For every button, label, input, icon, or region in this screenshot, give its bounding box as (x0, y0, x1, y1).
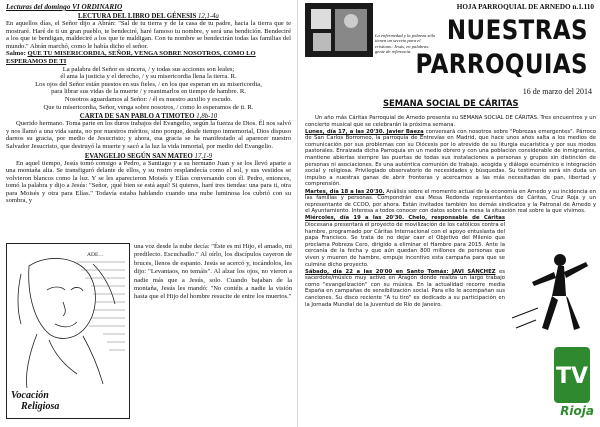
reading1-title (6, 13, 291, 20)
wednesday-head: Miércoles, día 19 a las 20'30. Chelo, responsable de Cáritas (305, 215, 505, 222)
saturday-text: es sacerdote/músico muy activo en Aragón donde realiza un largo trabajo como "evangelización" con su música. En la actualidad recorre media España en campañas de sensibilización social. Para ello le acompañan sus canciones. Su disco reciente "A tu tiro" es dedicado a su participación en la Jornada Mundial de la Juventud de Río de Janeiro. (305, 268, 505, 308)
gospel-text-right: una voz desde la nube decía: "Éste es mi Hijo, el amado, mi predilecto. Escuchadlo." Al oírlo, los discípulos cayeron de bruces, llenos de espanto. Jesús se acercó y, tocándolos, les dijo: "Levantaos, no temáis". Al alzar los ojos, no vieron a nadie más que a Jesús, solo. Cuando bajaban de la montaña, Jesús les mandó: "No contéis a nadie la visión hasta que el Hijo del hombre resucite de entre los muertos." (134, 243, 292, 301)
gospel-title (6, 153, 291, 160)
photo-caption: La enfermedad y la pobreza sólo tienen un secreto para el cristiano: Jesús, en palabras: gente de referencia. (375, 33, 436, 55)
prior-photo-icon (305, 3, 373, 57)
monday-text: conversará con nosotros sobre "Pobrezas emergentes". Párroco de San Carlos Borromeo, la parroquia de Entrevías en Madrid, que hace unos años salta a los medios de comunicación por sus problemas con su Diócesis por lo atrevido de su liturgia eucarística y por sus modos pastorales. Enraizada dicha Parroquia en un medio obrero y con una población considerable de inmigrantes, mantiene abiertas siempre las puertas de todas sus instalaciones a personas y grupos sin distinción de personas ni asociaciones. Es una auténtica comunión de trabajo, acogida y diálogo ecuménico e integración social y religiosa. Privilegiado observatorio de necesidades y búsquedas. Su testimonio será sin duda un impulso a nuestras ganas de abrir fronteras y acercarnos a las más necesitadas de pan, libertad y comprensión. (305, 128, 596, 188)
left-bottom (6, 243, 292, 427)
reading2-ref: 1,8b-10 (196, 113, 218, 121)
issue-date: 16 de marzo del 2014 (522, 87, 592, 96)
psalm-stanza: La palabra del Señor es sincera, / y todas sus acciones son leales; (62, 65, 235, 73)
right-body (305, 115, 596, 215)
wednesday-paragraph (305, 215, 505, 268)
psalm-stanza: Los ojos del Señor están puestos en sus fieles, / en los que esperan en su misericordia, (35, 80, 262, 88)
hoja-parroquial: HOJA PARROQUIAL DE ARNEDO n.1.110 (456, 3, 594, 11)
gospel-text-right-column (134, 243, 292, 302)
tuesday-text: Análisis sobre el momento actual de la economía en Arnedo y su incidencia en las familias y personas. Compondrán esa Mesa Redonda representantes de Cáritas, Cruz Roja y un representante de CCOO, por ahora. Están invitados también los demás sindicatos y la Patronal de Arnedo y el Ayuntamiento. Interesa a todos conocer con datos sobre la mesa la situación real sobre la que vivimos. (305, 188, 597, 215)
page-fold (297, 0, 298, 427)
reading1-text: En aquellos días, el Señor dijo a Abrán: "Sal de tu tierra y de la casa de tu padre, hacia la tierra que te mostraré. Haré de ti un gran pueblo, te bendeciré, haré famoso tu nombre, y será una bendición. Bendeciré a los que te bendigan, maldeciré a los que te maldigan. Con tu nombre se bendecirán todas las familias del mundo." Abrán marchó, como le había dicho el señor. (6, 20, 291, 50)
psalm-label: Salmo: (6, 50, 26, 58)
gospel-text-top: En aquel tiempo, Jesús tomó consigo a Pedro, a Santiago y a su hermano Juan y se los llevó aparte a una montaña alta. Se transfiguró delante de ellos, y su rostro resplandecía como el sol, y sus vestidos se volvieron blancos como la luz. Y se les aparecieron Moisés y Elías conversando con él. Pedro, entonces, tomó la palabra y dijo a Jesús: "Señor, ¡qué bien se está aquí! Si quieres, haré tres tiendas: una para ti, otra para Moisés y otra para Elías." Todavía estaba hablando cuando una nube luminosa los cubrió con su sombra, y (6, 159, 291, 205)
vocation-text-mark: ADE… (87, 252, 104, 258)
saturday-head: Sábado, día 22 a las 20'00 en Santo Tomás: JAVI SÁNCHEZ (305, 268, 496, 275)
monday-paragraph (305, 129, 596, 188)
reading1-ref: 12,1-4a (197, 13, 219, 20)
vocation-label (11, 390, 59, 412)
monday-head: Lunes, día 17, a las 20'30. Javier Baeza (305, 128, 424, 135)
logo-text: Rioja (560, 404, 594, 418)
psalm (6, 50, 291, 65)
vocation-label-line1: Vocación (11, 390, 49, 401)
gospel-title-text: EVANGELIO SEGÚN SAN MATEO (84, 152, 193, 160)
masthead-line2: PARROQUIAS (415, 49, 588, 80)
reading2-title-text: CARTA DE SAN PABLO A TIMOTEO (79, 113, 195, 121)
reading1-title-text: LECTURA DEL LIBRO DEL GÉNESIS (78, 13, 197, 20)
right-header (305, 3, 596, 115)
dancer-icon (508, 248, 592, 346)
saturday-paragraph (305, 269, 505, 309)
vocation-label-line2: Religiosa (21, 401, 60, 412)
psalm-stanza: para librar sus vidas de la muerte / y reanimarlos en tiempo de hambre. R. (51, 88, 246, 96)
vocation-illustration (6, 243, 130, 419)
psalm-stanza: Nosotros aguardamos al Señor: / él es nuestro auxilio y escudo. (64, 95, 233, 103)
lectures-header: Lecturas del domingo VI ORDINARIO (6, 3, 123, 11)
psalm-response: QUE TU MISERICORDIA, SEÑOR, VENGA SOBRE NOSOTROS, COMO LO ESPERAMOS DE TI (6, 50, 256, 65)
wednesday-text: Diocesana presentará el proyecto de movilización de los católicos contra el hambre, programado por Cáritas Internacional con el apoyo entusiasta del papa Francisco. Se trata de no dejar caer el Objetivo del Milenio que proclama Pobreza Cero, dirigido a eliminar el Hambre para 2015. Ante la cercanía de la fecha y que aún quedan 800 millones de personas que viven y mueren de hambre, empuje incentivo esta campaña para que se culmine dicho proyecto. (305, 222, 505, 268)
tv-logo-icon (552, 345, 592, 405)
intro-paragraph: Un año más Cáritas Parroquial de Arnedo presenta su SEMANA SOCIAL DE CÁRITAS. Tres encuentros y un concierto musical que se celebrarán la próxima semana. (305, 115, 596, 128)
section-title: SEMANA SOCIAL DE CÁRITAS (383, 98, 519, 108)
right-bottom-text (305, 215, 505, 308)
prior-photo (305, 3, 373, 57)
psalm-stanza: Que tu misericordia, Señor, venga sobre nosotros, / como lo esperamos de ti. R. (43, 103, 254, 111)
tv-rioja-logo (552, 345, 592, 405)
masthead-line1: NUESTRAS (446, 15, 588, 46)
tuesday-head: Martes, día 18 a las 20'30. (305, 188, 385, 195)
psalm-stanza: él ama la justicia y el derecho, / y su misericordia llena la tierra. R. (60, 73, 237, 81)
dancer-illustration (508, 248, 592, 346)
tuesday-paragraph (305, 189, 596, 215)
svg-text:TV: TV (555, 364, 589, 389)
gospel-ref: 17,1-9 (194, 152, 213, 160)
reading2-text: Querido hermano. Toma parte en los duros trabajos del Evangelio, según la fuerza de Dios. Él nos salvó y nos llamó a una vida santa, no por nuestros méritos, sino porque, desde tiempo inmemorial, Dios dispuso darnos su gracia, por medio de Jesucristo; y ahora, esa gracia se ha manifestado al aparecer nuestro Salvador Jesucristo, que destruyó la muerte y sacó a la luz la vida inmortal, por medio del Evangelio. (6, 120, 291, 150)
